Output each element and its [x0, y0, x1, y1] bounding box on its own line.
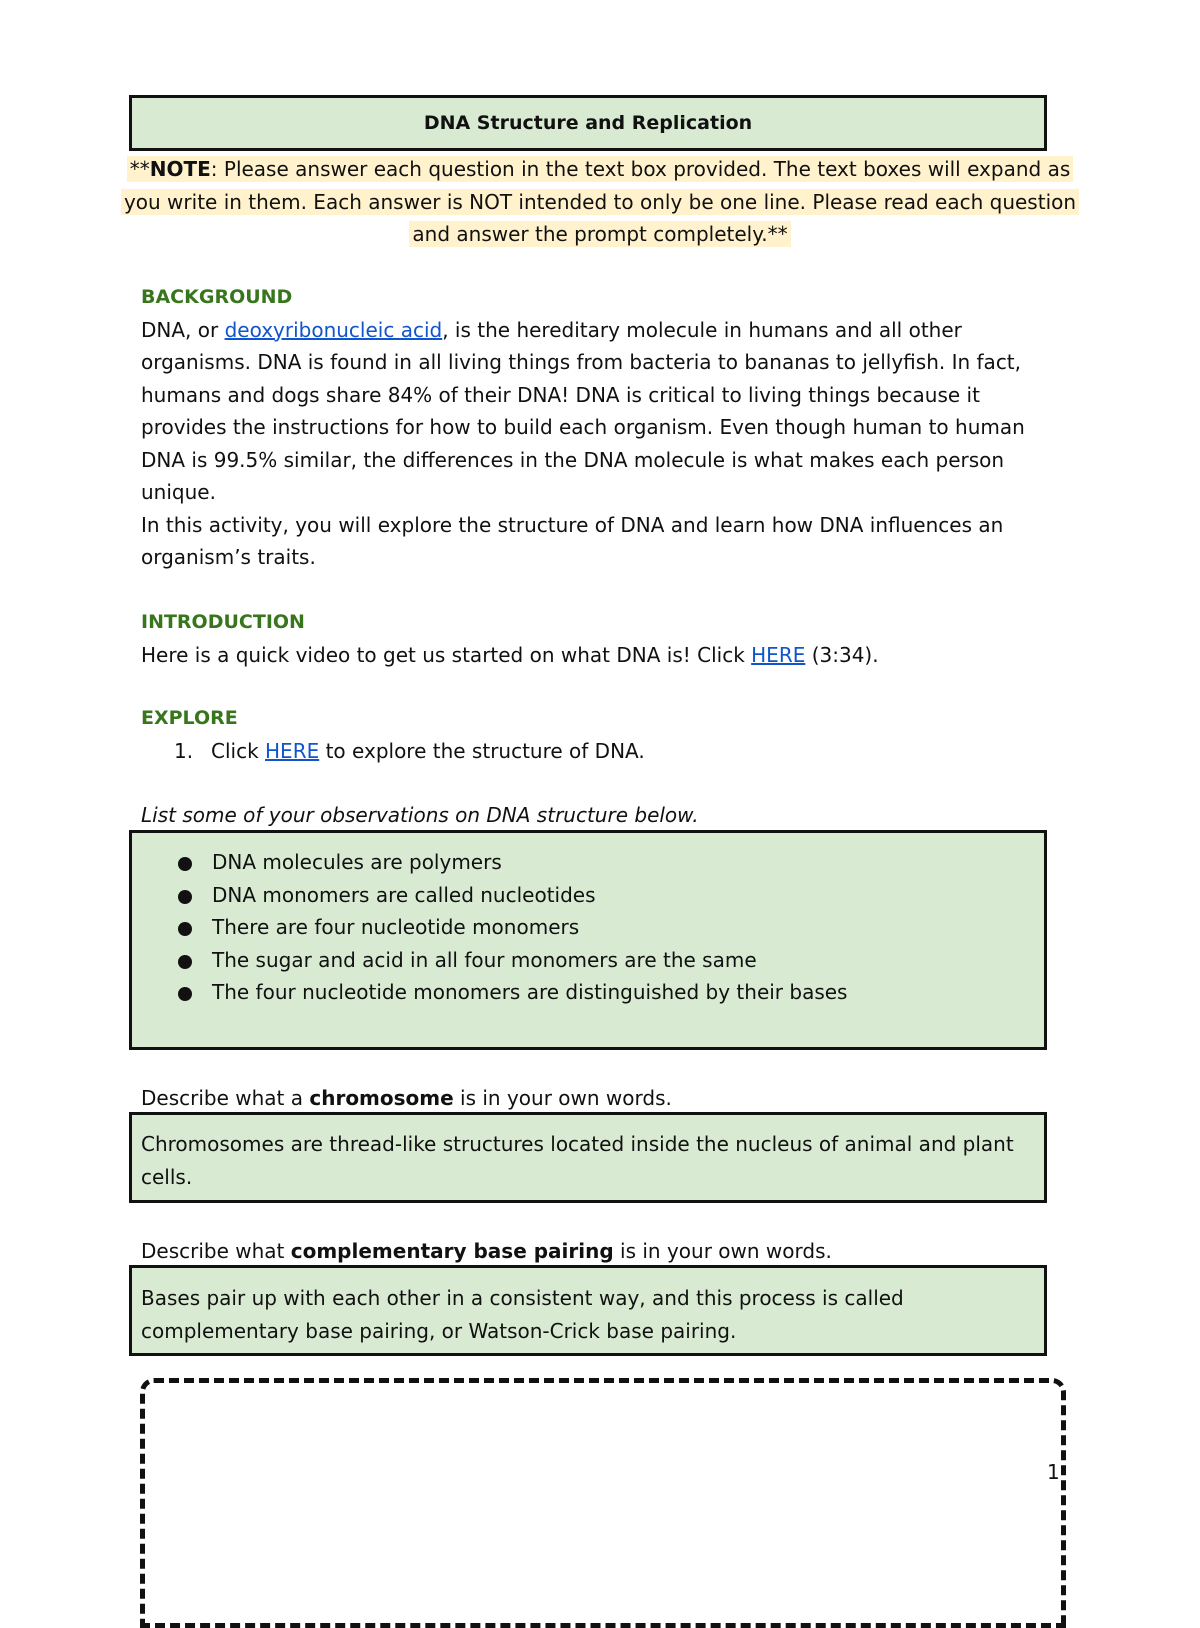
video-link[interactable]: HERE	[751, 642, 806, 667]
background-paragraph-2: In this activity, you will explore the structure of DNA and learn how DNA influences an organism’s traits.	[141, 512, 1004, 569]
observation-text: The sugar and acid in all four monomers are the same	[212, 947, 757, 972]
explore-item-text-start: Click	[211, 738, 266, 763]
note-highlight	[121, 156, 1079, 247]
pairing-answer-box[interactable]	[129, 1265, 1047, 1356]
observation-text: The four nucleotide monomers are distinguished by their bases	[212, 980, 848, 1004]
background-text-rest: , is the hereditary molecule in humans and all other organisms. DNA is found in all living things from bacteria to bananas to jellyfish. In fact, humans and dogs share 84% of their DNA! DNA is critical to living things because it provides the instructions for how to build each organism. Even though human to human DNA is 99.5% similar, the differences in the DNA molecule is what makes each person unique.	[141, 317, 1025, 504]
observations-text-box[interactable]	[129, 830, 1047, 1050]
observation-text: DNA monomers are called nucleotides	[212, 882, 596, 907]
background-heading: BACKGROUND	[141, 286, 293, 308]
note-paragraph	[120, 153, 1080, 251]
note-label: NOTE	[149, 157, 211, 181]
chromosome-question-start: Describe what a	[141, 1086, 310, 1110]
observation-item	[132, 911, 1044, 944]
background-section	[141, 281, 1061, 574]
chromosome-question	[141, 1082, 1061, 1115]
page-number: 1	[1047, 1460, 1060, 1484]
chromosome-answer-box[interactable]	[129, 1112, 1047, 1203]
introduction-heading: INTRODUCTION	[141, 611, 305, 633]
chromosome-answer: Chromosomes are thread-like structures located inside the nucleus of animal and plant cells.	[141, 1132, 1014, 1189]
pairing-term: complementary base pairing	[290, 1239, 614, 1263]
observation-item	[132, 879, 1044, 912]
pairing-answer: Bases pair up with each other in a consistent way, and this process is called complementary base pairing, or Watson-Crick base pairing.	[141, 1286, 904, 1343]
explore-item-text-rest: to explore the structure of DNA.	[319, 738, 645, 763]
list-number: 1.	[174, 738, 194, 763]
explore-list-item-1	[141, 735, 1061, 768]
observation-item	[132, 976, 1044, 1009]
bullet-icon	[178, 857, 192, 871]
chromosome-term: chromosome	[309, 1086, 454, 1110]
note-prefix: **	[129, 157, 150, 181]
introduction-text: Here is a quick video to get us started on what DNA is! Click	[141, 642, 752, 667]
deoxyribonucleic-acid-link[interactable]: deoxyribonucleic acid	[224, 317, 443, 342]
observation-text: There are four nucleotide monomers	[212, 915, 580, 939]
background-paragraph-1	[141, 314, 1061, 509]
bullet-icon	[178, 922, 192, 936]
observation-text: DNA molecules are polymers	[212, 850, 502, 874]
introduction-paragraph	[141, 639, 1061, 672]
note-text: : Please answer each question in the text box provided. The text boxes will expand as you write in them. Each answer is NOT intended to only be one line. Please read each question and answer the prompt completely.**	[123, 157, 1077, 246]
observation-item	[132, 846, 1044, 879]
bullet-icon	[178, 987, 192, 1001]
pairing-question	[141, 1235, 1061, 1268]
video-duration: (3:34).	[805, 642, 879, 667]
explore-structure-link[interactable]: HERE	[265, 738, 320, 763]
observations-list	[132, 833, 1044, 1009]
pairing-question-end: is in your own words.	[613, 1239, 832, 1263]
explore-item-text	[211, 735, 645, 768]
chromosome-question-end: is in your own words.	[453, 1086, 672, 1110]
bullet-icon	[178, 890, 192, 904]
observations-prompt: List some of your observations on DNA structure below.	[141, 803, 699, 827]
document-title: DNA Structure and Replication	[423, 111, 753, 134]
introduction-section	[141, 606, 1061, 671]
title-box	[129, 95, 1047, 151]
dashed-drawing-box	[140, 1378, 1066, 1628]
explore-heading: EXPLORE	[141, 707, 238, 729]
pairing-question-start: Describe what	[141, 1239, 291, 1263]
bullet-icon	[178, 955, 192, 969]
explore-section	[141, 702, 1061, 767]
background-text-start: DNA, or	[141, 317, 225, 342]
observation-item	[132, 944, 1044, 977]
